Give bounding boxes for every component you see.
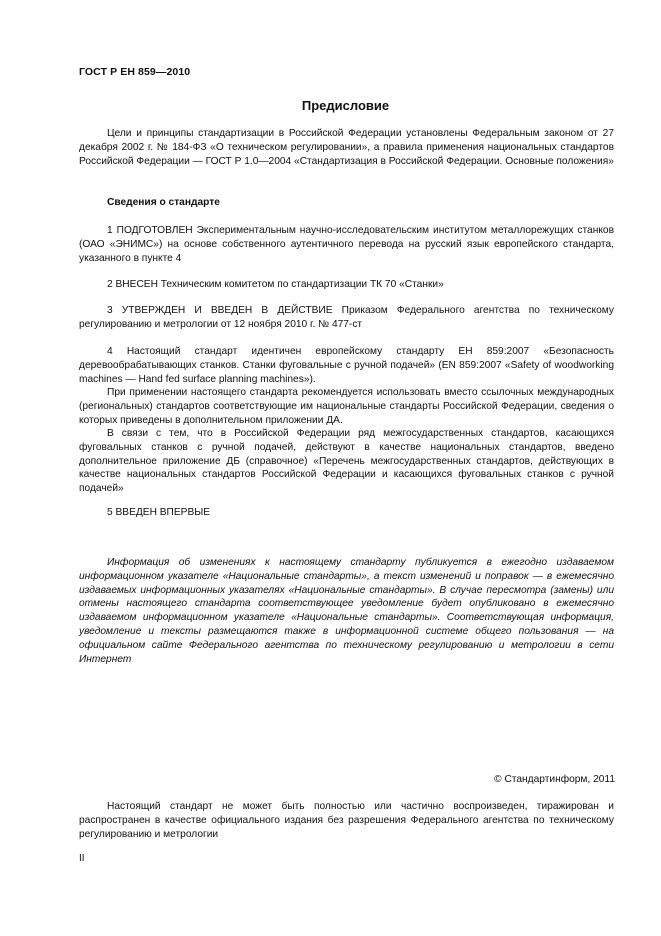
- item-4-paragraph: 4 Настоящий стандарт идентичен европейскому стандарту ЕН 859:2007 «Безопасность деревообрабатывающих станков. Станки фуговальные с ручной подачей» (EN 859:2007 «Safety of woodworking machines — Hand fed surface planning machines»).: [79, 346, 614, 385]
- page-number: II: [79, 853, 85, 864]
- item-4-appendix-paragraph: В связи с тем, что в Российской Федерации ряд межгосударственных стандартов, касающихся фуговальных станков с ручной подачей, действуют в качестве национальных стандартов, введено дополнительное приложение ДБ (справочное) «Перечень межгосударственных стандартов, действующих в качестве национальных стандартов Российской Федерации и касающихся фуговальных станков с ручной подачей»: [79, 428, 614, 495]
- intro-paragraph: Цели и принципы стандартизации в Российской Федерации установлены Федеральным законом от 27 декабря 2002 г. № 184-ФЗ «О техническом регулировании», а правила применения национальных стандартов Российской Федерации — ГОСТ Р 1.0—2004 «Стандартизация в Российской Федерации. Основные положения»: [79, 128, 614, 167]
- copyright-notice: © Стандартинформ, 2011: [494, 774, 615, 785]
- page-title: Предисловие: [301, 98, 390, 113]
- item-5-paragraph: 5 ВВЕДЕН ВПЕРВЫЕ: [107, 507, 211, 518]
- info-heading: Сведения о стандарте: [107, 197, 220, 208]
- item-1-paragraph: 1 ПОДГОТОВЛЕН Экспериментальным научно-исследовательским институтом металлорежущих станков (ОАО «ЭНИМС») на основе собственного аутентичного перевода на русский язык европейского стандарта, указанного в пункте 4: [79, 225, 614, 264]
- reproduction-notice: Настоящий стандарт не может быть полностью или частично воспроизведен, тиражирован и распространен в качестве официального издания без разрешения Федерального агентства по техническому регулированию и метрологии: [79, 801, 614, 840]
- changes-info-paragraph: Информация об изменениях к настоящему стандарту публикуется в ежегодно издаваемом информационном указателе «Национальные стандарты», а текст изменений и поправок — в ежемесячно издаваемых информационных указателях «Национальные стандарты». В случае пересмотра (замены) или отмены настоящего стандарта соответствующее уведомление будет опубликовано в ежемесячно издаваемом информационном указателе «Национальные стандарты». Соответствующая информация, уведомление и тексты размещаются также в информационной системе общего пользования — на официальном сайте Федерального агентства по техническому регулированию и метрологии в сети Интернет: [79, 557, 614, 665]
- document-code-header: ГОСТ Р ЕН 859—2010: [79, 66, 191, 78]
- item-3-paragraph: 3 УТВЕРЖДЕН И ВВЕДЕН В ДЕЙСТВИЕ Приказом Федерального агентства по техническому регулированию и метрологии от 12 ноября 2010 г. № 477-ст: [79, 305, 614, 330]
- item-2-paragraph: 2 ВНЕСЕН Техническим комитетом по стандартизации ТК 70 «Станки»: [107, 279, 444, 290]
- item-4-references-paragraph: При применении настоящего стандарта рекомендуется использовать вместо ссылочных международных (региональных) стандартов соответствующие им национальные стандарты Российской Федерации, сведения о которых приведены в дополнительном приложении ДА.: [79, 387, 614, 426]
